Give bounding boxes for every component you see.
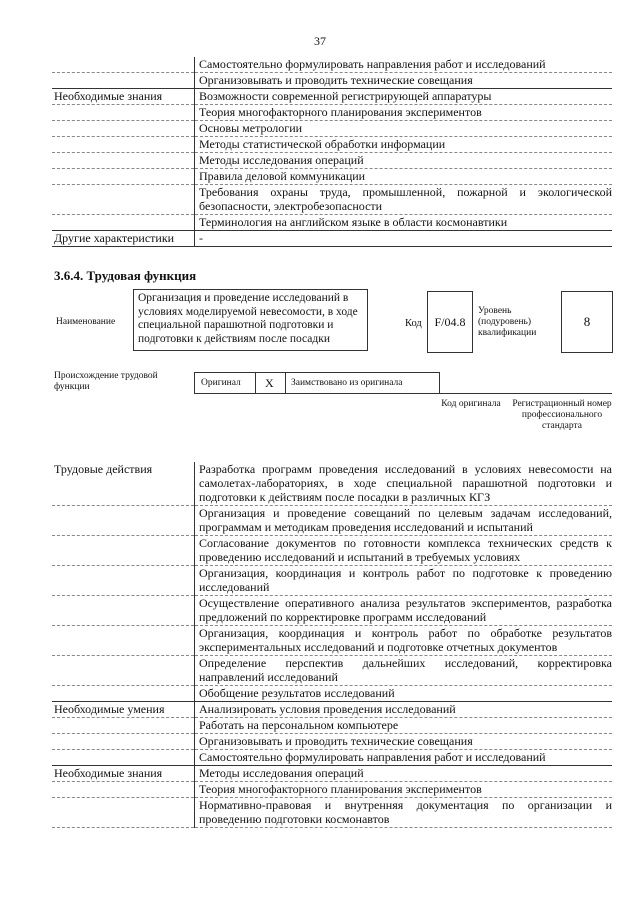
row-text: Самостоятельно формулировать направления работ и исследований bbox=[195, 750, 613, 766]
row-text: Требования охраны труда, промышленной, пожарной и экологической безопасности, электробезопасности bbox=[195, 185, 613, 215]
row-label bbox=[52, 596, 195, 626]
row-text: Определение перспектив дальнейших исследований, корректировка направлений исследований bbox=[195, 656, 613, 686]
row-text: Нормативно-правовая и внутренняя документация по организации и проведению подготовки космонавтов bbox=[195, 798, 613, 828]
origin-underline bbox=[440, 393, 612, 394]
table-row bbox=[52, 766, 612, 782]
row-text: Согласование документов по готовности комплекса технических средств к проведению исследований и испытаний в требуемых условиях bbox=[195, 536, 613, 566]
row-label bbox=[52, 686, 195, 702]
row-text: Методы исследования операций bbox=[195, 766, 613, 782]
row-label bbox=[52, 656, 195, 686]
table-row bbox=[52, 782, 612, 798]
level-label: Уровень (подуровень) квалификации bbox=[478, 306, 537, 338]
row-label bbox=[52, 536, 195, 566]
row-label: Трудовые действия bbox=[52, 462, 195, 506]
row-label bbox=[52, 57, 195, 73]
row-text: Терминология на английском языке в области космонавтики bbox=[195, 215, 613, 231]
divider bbox=[285, 373, 286, 393]
row-text: Обобщение результатов исследований bbox=[195, 686, 613, 702]
row-text: Организовывать и проводить технические совещания bbox=[195, 73, 613, 89]
row-label bbox=[52, 105, 195, 121]
row-label bbox=[52, 626, 195, 656]
table-row bbox=[52, 506, 612, 536]
row-text: Анализировать условия проведения исследований bbox=[195, 702, 613, 718]
row-label bbox=[52, 169, 195, 185]
divider bbox=[255, 373, 256, 393]
table-row bbox=[52, 596, 612, 626]
table-row bbox=[52, 566, 612, 596]
row-text: - bbox=[195, 231, 613, 247]
table-row bbox=[52, 105, 612, 121]
function-name-box: Организация и проведение исследований в условиях моделируемой невесомости, в ходе специальной парашютной подготовки и подготовки к действиям после посадки bbox=[133, 289, 368, 351]
row-label: Другие характеристики bbox=[52, 231, 195, 247]
row-text: Организация, координация и контроль работ по подготовке к проведению исследований bbox=[195, 566, 613, 596]
row-text: Основы метрологии bbox=[195, 121, 613, 137]
original-mark: X bbox=[265, 376, 274, 390]
table-row bbox=[52, 57, 612, 73]
table-row bbox=[52, 121, 612, 137]
row-label: Необходимые знания bbox=[52, 89, 195, 105]
name-label: Наименование bbox=[56, 317, 116, 327]
table-row bbox=[52, 686, 612, 702]
row-label: Необходимые умения bbox=[52, 702, 195, 718]
row-text: Организовывать и проводить технические совещания bbox=[195, 734, 613, 750]
orig-code-label: Код оригинала bbox=[441, 399, 501, 409]
row-label bbox=[52, 153, 195, 169]
table-row bbox=[52, 462, 612, 506]
table-row bbox=[52, 153, 612, 169]
borrowed-label: Заимствовано из оригинала bbox=[291, 378, 403, 388]
original-label: Оригинал bbox=[201, 378, 241, 388]
table-row bbox=[52, 231, 612, 247]
table-row bbox=[52, 798, 612, 828]
row-text: Организация и проведение совещаний по целевым задачам исследований, программам и методикам проведения исследований и испытаний bbox=[195, 506, 613, 536]
reg-number-label: Регистрационный номер профессионального стандарта bbox=[512, 399, 612, 431]
row-text: Теория многофакторного планирования экспериментов bbox=[195, 782, 613, 798]
table-row bbox=[52, 626, 612, 656]
row-label bbox=[52, 215, 195, 231]
section-heading: 3.6.4. Трудовая функция bbox=[54, 268, 197, 283]
code-value: F/04.8 bbox=[427, 291, 473, 353]
code-label: Код bbox=[405, 318, 422, 329]
row-text: Методы статистической обработки информации bbox=[195, 137, 613, 153]
row-text: Самостоятельно формулировать направления работ и исследований bbox=[195, 57, 613, 73]
row-label bbox=[52, 73, 195, 89]
row-text: Разработка программ проведения исследований в условиях невесомости на самолетах-лабораториях, в ходе специальной парашютной подготовки и подготовки к действиям после посадки в различных КГЗ bbox=[195, 462, 613, 506]
labor-function-table bbox=[52, 462, 612, 828]
row-text: Методы исследования операций bbox=[195, 153, 613, 169]
table-row bbox=[52, 73, 612, 89]
page-number: 37 bbox=[314, 34, 326, 48]
table-row bbox=[52, 536, 612, 566]
row-label bbox=[52, 798, 195, 828]
table-row bbox=[52, 215, 612, 231]
row-text: Работать на персональном компьютере bbox=[195, 718, 613, 734]
row-text: Организация, координация и контроль работ по обработке результатов экспериментальных исследований и подготовке отчетных документов bbox=[195, 626, 613, 656]
origin-label: Происхождение трудовой функции bbox=[54, 371, 158, 392]
table-row bbox=[52, 734, 612, 750]
table-row bbox=[52, 750, 612, 766]
row-label bbox=[52, 506, 195, 536]
row-text: Правила деловой коммуникации bbox=[195, 169, 613, 185]
row-label bbox=[52, 566, 195, 596]
row-label bbox=[52, 734, 195, 750]
row-label bbox=[52, 137, 195, 153]
table-row bbox=[52, 137, 612, 153]
row-text: Теория многофакторного планирования экспериментов bbox=[195, 105, 613, 121]
row-label bbox=[52, 718, 195, 734]
row-label bbox=[52, 185, 195, 215]
row-label: Необходимые знания bbox=[52, 766, 195, 782]
table-row bbox=[52, 656, 612, 686]
table-row bbox=[52, 718, 612, 734]
table-row bbox=[52, 169, 612, 185]
origin-row bbox=[194, 372, 440, 394]
table-row bbox=[52, 89, 612, 105]
row-label bbox=[52, 782, 195, 798]
level-value: 8 bbox=[561, 291, 613, 353]
row-text: Осуществление оперативного анализа результатов экспериментов, разработка предложений по корректировке программ исследований bbox=[195, 596, 613, 626]
row-text: Возможности современной регистрирующей аппаратуры bbox=[195, 89, 613, 105]
table-row bbox=[52, 185, 612, 215]
row-label bbox=[52, 750, 195, 766]
table-row bbox=[52, 702, 612, 718]
row-label bbox=[52, 121, 195, 137]
top-requirements-table bbox=[52, 57, 612, 247]
